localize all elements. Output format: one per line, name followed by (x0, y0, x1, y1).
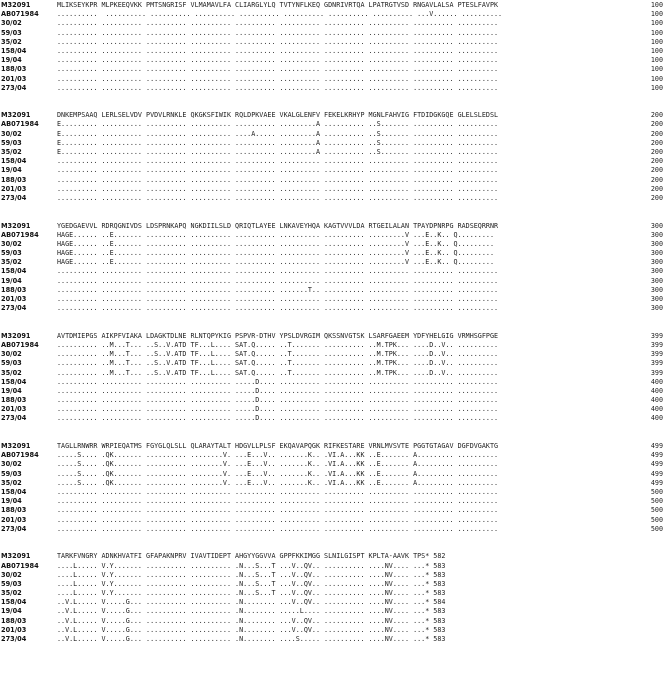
alignment-row (1, 65, 663, 74)
residue-count: 100 (650, 65, 663, 74)
residue-count: 500 (650, 488, 663, 496)
alignment-row (1, 231, 663, 240)
residue-count (649, 598, 663, 607)
sequence-name: 188/03 (1, 616, 27, 625)
sequence-name: 158/04 (1, 488, 27, 496)
sequence-name: 19/04 (1, 56, 22, 65)
sequence-residues: .....S.... .QK....... .......... ........V. ...E...V.. .......K.. .VI.A...KK ..E....... A......... .......... (57, 469, 499, 478)
sequence-name: M32091 (1, 221, 31, 230)
alignment-row (1, 295, 663, 304)
sequence-name: 273/04 (1, 414, 27, 423)
sequence-name: 30/02 (1, 239, 22, 248)
sequence-residues: .......... .......... .......... .......... .......... .......... .......... .......... .......... .......... (57, 46, 499, 55)
sequence-name: 19/04 (1, 497, 22, 506)
alignment-row (1, 552, 663, 561)
alignment-row (1, 10, 663, 19)
sequence-name: 35/02 (1, 37, 22, 46)
sequence-residues: .......... .......... .......... .......... .....D.... .......... .......... .......... .......... .......... (57, 414, 499, 423)
alignment-row (1, 414, 663, 423)
sequence-residues: E......... .......... .......... .......... .......... .........A .......... ..S....... .......... .......... (57, 148, 499, 157)
residue-count (649, 635, 663, 644)
residue-count (649, 626, 663, 635)
sequence-name: 201/03 (1, 625, 27, 634)
sequence-alignment (1, 1, 663, 644)
sequence-name: M32091 (1, 331, 31, 340)
sequence-residues: .......... .......... .......... .......... .......... .......... .......... .......... .......... .......... (57, 74, 499, 83)
alignment-block (1, 442, 663, 534)
residue-count: 500 (650, 497, 663, 506)
alignment-row (1, 157, 663, 166)
alignment-row (1, 442, 663, 451)
alignment-block (1, 222, 663, 314)
sequence-name: AB071984 (1, 230, 39, 239)
sequence-name: AB071984 (1, 10, 39, 19)
residue-count: 100 (650, 83, 663, 92)
sequence-name: 30/02 (1, 19, 22, 28)
sequence-name: 158/04 (1, 267, 27, 276)
sequence-residues: ....L..... V.Y....... .......... .......... .N...S...T ...V..QV.. .......... ....NV.... ...* 583 (57, 589, 446, 598)
residue-count: 499 (650, 451, 663, 460)
sequence-residues: .......... .......... .......... .......... .......... .......... .......... .......... .......... .......... (57, 193, 499, 202)
residue-count: 399 (650, 331, 663, 340)
residue-count (649, 607, 663, 616)
sequence-name: 30/02 (1, 129, 22, 138)
sequence-name: 30/02 (1, 570, 22, 579)
sequence-name: 59/03 (1, 359, 22, 368)
residue-count: 499 (650, 460, 663, 469)
alignment-row (1, 626, 663, 635)
residue-count: 100 (650, 46, 663, 55)
alignment-row (1, 589, 663, 598)
residue-count: 399 (650, 350, 663, 359)
sequence-residues: ..V.L..... V.....G... .......... .......... .N........ ...V..QV.. .......... ....NV.... ...* 583 (57, 625, 446, 634)
sequence-residues: .......... .......... .......... .......... .......... .......... .......... .......... .......... .......... (57, 37, 499, 46)
sequence-name: 59/03 (1, 579, 22, 588)
sequence-residues: .......... .......... .......... .......... .......... .......... .......... .......... .......... .......... (57, 515, 499, 524)
sequence-residues: .......... ..M...T... ..S..V.ATD TF...L.... SAT.Q..... ..T....... .......... ..M.TPK... ....D..V.. .......... (57, 368, 499, 377)
sequence-name: 188/03 (1, 65, 27, 74)
sequence-name: 59/03 (1, 469, 22, 478)
sequence-name: 273/04 (1, 193, 27, 202)
sequence-name: AB071984 (1, 340, 39, 349)
sequence-residues: .......... .......... .......... .......... .......... .......... .......... .......... .......... .......... (57, 497, 499, 506)
residue-count: 200 (650, 193, 663, 202)
alignment-row (1, 607, 663, 616)
residue-count: 100 (650, 37, 663, 46)
residue-count: 400 (650, 386, 663, 395)
residue-count (649, 589, 663, 598)
sequence-name: 188/03 (1, 506, 27, 515)
residue-count: 100 (650, 10, 663, 19)
residue-count: 499 (650, 478, 663, 487)
sequence-residues: .......... .......... .......... .......... .......... .......... .......... .......... .......... .......... (57, 19, 499, 28)
alignment-block (1, 1, 663, 93)
alignment-row (1, 341, 663, 350)
sequence-name: M32091 (1, 1, 31, 9)
sequence-name: M32091 (1, 111, 31, 120)
alignment-row (1, 562, 663, 571)
alignment-row (1, 525, 663, 534)
alignment-row (1, 84, 663, 93)
alignment-row (1, 617, 663, 626)
sequence-name: 273/04 (1, 83, 27, 92)
residue-count: 300 (650, 276, 663, 285)
sequence-residues: .......... .......... .......... .......... .......... .......... .......... .......... .......... .......... (57, 166, 499, 175)
residue-count: 200 (650, 157, 663, 166)
alignment-block (1, 332, 663, 424)
residue-count: 399 (650, 340, 663, 349)
sequence-name: 201/03 (1, 74, 27, 83)
sequence-name: 188/03 (1, 175, 27, 184)
alignment-row (1, 56, 663, 65)
sequence-name: 59/03 (1, 138, 22, 147)
alignment-row (1, 451, 663, 460)
alignment-row (1, 111, 663, 120)
residue-count: 200 (650, 175, 663, 184)
alignment-row (1, 240, 663, 249)
sequence-name: 59/03 (1, 28, 22, 37)
sequence-name: 273/04 (1, 524, 27, 533)
sequence-residues: YGEDGAEVVL RDRQGNIVDS LDSPRNKAPQ NGKDIILSLD QRIQTLAYEE LNKAVEYHQA KAGTVVVLDA RTGEILALAN TPAYDPNRPG RADSEQRRNR (57, 221, 499, 230)
sequence-residues: ....L..... V.Y....... .......... .......... .N...S...T ...V..QV.. .......... ....NV.... ...* 583 (57, 570, 446, 579)
alignment-row (1, 350, 663, 359)
residue-count: 300 (650, 285, 663, 294)
residue-count: 400 (650, 405, 663, 414)
alignment-row (1, 369, 663, 378)
sequence-residues: HAGE...... ..E....... .......... .......... .......... .......... .......... .........V ...E..K.. Q......... (57, 230, 494, 239)
alignment-row (1, 497, 663, 506)
alignment-row (1, 598, 663, 607)
sequence-residues: ..V.L..... V.....G... .......... .......... .N........ ...V..QV.. .......... ....NV.... ...* 584 (57, 598, 446, 607)
sequence-residues: .......... .......... .......... .......... .......... .......... .......... .......... .......... .......... (57, 276, 499, 285)
sequence-name: 158/04 (1, 157, 27, 166)
residue-count: 100 (650, 28, 663, 37)
sequence-name: 59/03 (1, 249, 22, 258)
sequence-residues: .......... .......... .......... .......... .......... .......... .......... .......... .......... .......... (57, 184, 499, 193)
sequence-residues: .......... .......... .......... .......... .......... .......... .......... .......... ...V...... .......... (57, 10, 503, 19)
residue-count: 300 (650, 267, 663, 276)
residue-count: 200 (650, 184, 663, 193)
sequence-residues: ....L..... V.Y....... .......... .......... .N...S...T ...V..QV.. .......... ....NV.... ...* 583 (57, 561, 446, 570)
alignment-row (1, 75, 663, 84)
sequence-residues: .......... .......... .......... .......... .......... .......... .......... .......... .......... .......... (57, 65, 499, 74)
sequence-name: M32091 (1, 442, 31, 451)
sequence-residues: DNKEMPSAAQ LERLSELVDV PVDVLRNKLE QKGKSFIWIK RQLDPKVAEE VKALGLENFV FEKELKRHYP MGNLFAHVIG FTDIDGKGQE GLELSLEDSL (57, 111, 499, 120)
alignment-row (1, 359, 663, 368)
sequence-residues: .......... ..M...T... ..S..V.ATD TF...L.... SAT.Q..... ..T....... .......... ..M.TPK... ....D..V.. .......... (57, 340, 499, 349)
sequence-residues: .......... .......... .......... .......... .....D.... .......... .......... .......... .......... .......... (57, 386, 499, 395)
sequence-name: 188/03 (1, 285, 27, 294)
residue-count: 300 (650, 295, 663, 304)
residue-count (649, 562, 663, 571)
alignment-row (1, 185, 663, 194)
alignment-row (1, 222, 663, 231)
sequence-name: AB071984 (1, 451, 39, 460)
sequence-residues: .......... .......... .......... .......... .......... .......... .......... .......... .......... .......... (57, 304, 499, 313)
alignment-block (1, 111, 663, 203)
sequence-name: 35/02 (1, 589, 22, 598)
residue-count: 200 (650, 120, 663, 129)
alignment-row (1, 1, 663, 10)
residue-count: 300 (650, 304, 663, 313)
sequence-name: 35/02 (1, 148, 22, 157)
residue-count: 500 (650, 524, 663, 533)
residue-count: 399 (650, 359, 663, 368)
alignment-row (1, 516, 663, 525)
sequence-residues: E......... .......... .......... .......... ....A..... .........A .......... ..S....... .......... .......... (57, 129, 499, 138)
sequence-residues: .......... .......... .......... .......... .......... .......... .......... .......... .......... .......... (57, 83, 499, 92)
sequence-residues: TARKFVNGRY ADNKHVATFI GFAPAKNPRV IVAVTIDEPT AHGYYGGVVA GPPFKKIMGG SLNILGISPT KPLTA-AAVK TPS* 582 (57, 552, 446, 561)
alignment-row (1, 267, 663, 276)
alignment-row (1, 249, 663, 258)
sequence-name: 158/04 (1, 377, 27, 386)
alignment-row (1, 470, 663, 479)
sequence-name: 30/02 (1, 350, 22, 359)
sequence-residues: .....S.... .QK....... .......... ........V. ...E...V.. .......K.. .VI.A...KK ..E....... A......... .......... (57, 451, 499, 460)
sequence-residues: .......... .......... .......... .......... .......... .......... .......... .......... .......... .......... (57, 524, 499, 533)
alignment-row (1, 387, 663, 396)
alignment-row (1, 47, 663, 56)
residue-count: 300 (650, 249, 663, 258)
sequence-residues: .......... .......... .......... .......... .......... .......T.. .......... .......... .......... .......... (57, 285, 499, 294)
sequence-name: 158/04 (1, 46, 27, 55)
sequence-residues: HAGE...... ..E....... .......... .......... .......... .......... .......... .........V ...E..K.. Q......... (57, 258, 494, 267)
sequence-residues: ..V.L..... V.....G... .......... .......... .N........ ...V..QV.. .......... ....NV.... ...* 583 (57, 616, 446, 625)
sequence-residues: E......... .......... .......... .......... .......... .........A .......... ..S....... .......... .......... (57, 138, 499, 147)
sequence-residues: .......... .......... .......... .......... .....D.... .......... .......... .......... .......... .......... (57, 396, 499, 405)
residue-count (649, 617, 663, 626)
alignment-row (1, 580, 663, 589)
sequence-residues: .......... .......... .......... .......... .....D.... .......... .......... .......... .......... .......... (57, 377, 499, 386)
residue-count: 499 (650, 469, 663, 478)
alignment-row (1, 166, 663, 175)
sequence-name: 35/02 (1, 368, 22, 377)
sequence-name: 273/04 (1, 304, 27, 313)
residue-count: 300 (650, 230, 663, 239)
residue-count: 200 (650, 148, 663, 157)
sequence-residues: .......... .......... .......... .......... .......... .......... .......... .......... .......... .......... (57, 506, 499, 515)
residue-count: 499 (650, 442, 663, 451)
sequence-name: AB071984 (1, 561, 39, 570)
residue-count: 500 (650, 506, 663, 515)
sequence-residues: .......... ..M...T... ..S..V.ATD TF...L.... SAT.Q..... ..T....... .......... ..M.TPK... ....D..V.. .......... (57, 359, 499, 368)
sequence-residues: .......... .......... .......... .......... .......... .......... .......... .......... .......... .......... (57, 157, 499, 166)
residue-count: 200 (650, 166, 663, 175)
residue-count: 200 (650, 129, 663, 138)
alignment-row (1, 194, 663, 203)
sequence-name: 273/04 (1, 635, 27, 644)
sequence-name: 158/04 (1, 598, 27, 607)
sequence-residues: .......... ..M...T... ..S..V.ATD TF...L.... SAT.Q..... ..T....... .......... ..M.TPK... ....D..V.. .......... (57, 350, 499, 359)
residue-count (649, 552, 663, 561)
sequence-residues: MLIKSEYKPR MLPKEEQVKK PMTSNGRISF VLMAMAVLFA CLIARGLYLQ TVTYNFLKEQ GDNRIVRTQA LPATRGTVSD RNGAVLALSA PTESLFAVPK (57, 1, 499, 9)
alignment-row (1, 635, 663, 644)
residue-count (649, 580, 663, 589)
sequence-name: 19/04 (1, 607, 22, 616)
sequence-name: 35/02 (1, 478, 22, 487)
sequence-residues: .....S.... .QK....... .......... ........V. ...E...V.. .......K.. .VI.A...KK ..E....... A......... .......... (57, 460, 499, 469)
alignment-row (1, 258, 663, 267)
residue-count: 300 (650, 239, 663, 248)
alignment-row (1, 29, 663, 38)
alignment-row (1, 38, 663, 47)
residue-count: 100 (650, 19, 663, 28)
residue-count: 100 (650, 1, 663, 9)
alignment-row (1, 148, 663, 157)
alignment-row (1, 506, 663, 515)
sequence-residues: ..V.L..... V.....G... .......... .......... .N........ ....S..... .......... ....NV.... ...* 583 (57, 635, 446, 644)
residue-count: 100 (650, 56, 663, 65)
sequence-name: 201/03 (1, 515, 27, 524)
residue-count (649, 571, 663, 580)
residue-count: 300 (650, 258, 663, 267)
sequence-name: M32091 (1, 552, 31, 561)
residue-count: 500 (650, 515, 663, 524)
alignment-row (1, 405, 663, 414)
sequence-residues: TAGLLRNWRR WRPIEQATMS FGYGLQLSLL QLARAYTALT HDGVLLPLSF EKQAVAPQGK RIFKESTARE VRNLMVSVTE PGGTGTAGAV DGFDVGAKTG (57, 442, 499, 451)
alignment-row (1, 176, 663, 185)
sequence-residues: .......... .......... .......... .......... .....D.... .......... .......... .......... .......... .......... (57, 405, 499, 414)
residue-count: 399 (650, 368, 663, 377)
sequence-residues: HAGE...... ..E....... .......... .......... .......... .......... .......... .........V ...E..K.. Q......... (57, 239, 494, 248)
alignment-row (1, 19, 663, 28)
alignment-row (1, 378, 663, 387)
sequence-residues: .......... .......... .......... .......... .......... .......... .......... .......... .......... .......... (57, 267, 499, 276)
sequence-name: 201/03 (1, 184, 27, 193)
residue-count: 400 (650, 414, 663, 423)
sequence-residues: ..V.L..... V.....G... .......... .......... .N........ .....L.... .......... ....NV.... ...* 583 (57, 607, 446, 616)
sequence-name: 201/03 (1, 405, 27, 414)
sequence-residues: .......... .......... .......... .......... .......... .......... .......... .......... .......... .......... (57, 28, 499, 37)
sequence-residues: .......... .......... .......... .......... .......... .......... .......... .......... .......... .......... (57, 488, 499, 496)
alignment-row (1, 120, 663, 129)
alignment-row (1, 571, 663, 580)
alignment-row (1, 277, 663, 286)
alignment-row (1, 460, 663, 469)
sequence-residues: .......... .......... .......... .......... .......... .......... .......... .......... .......... .......... (57, 175, 499, 184)
alignment-row (1, 396, 663, 405)
sequence-residues: AVTDMIEPGS AIKPFVIAKA LDAGKTDLNE RLNTQPYKIG PSPVR-DTHV YPSLDVRGIM QKSSNVGTSK LSARFGAEEM YDFYHELGIG VRMHSGFPGE (57, 331, 499, 340)
sequence-residues: E......... .......... .......... .......... .......... .........A .......... ..S....... .......... .......... (57, 120, 499, 129)
alignment-row (1, 286, 663, 295)
residue-count: 100 (650, 74, 663, 83)
sequence-residues: ....L..... V.Y....... .......... .......... .N...S...T ...V..QV.. .......... ....NV.... ...* 583 (57, 579, 446, 588)
sequence-name: AB071984 (1, 120, 39, 129)
sequence-name: 19/04 (1, 276, 22, 285)
sequence-name: 19/04 (1, 386, 22, 395)
alignment-row (1, 139, 663, 148)
residue-count: 200 (650, 111, 663, 120)
alignment-row (1, 332, 663, 341)
sequence-name: 19/04 (1, 166, 22, 175)
sequence-name: 201/03 (1, 295, 27, 304)
sequence-residues: .......... .......... .......... .......... .......... .......... .......... .......... .......... .......... (57, 295, 499, 304)
alignment-row (1, 479, 663, 488)
sequence-name: 188/03 (1, 396, 27, 405)
residue-count: 200 (650, 138, 663, 147)
alignment-row (1, 130, 663, 139)
alignment-block (1, 552, 663, 644)
sequence-name: 35/02 (1, 258, 22, 267)
residue-count: 400 (650, 377, 663, 386)
sequence-residues: HAGE...... ..E....... .......... .......... .......... .......... .......... .........V ...E..K.. Q......... (57, 249, 494, 258)
residue-count: 300 (650, 221, 663, 230)
alignment-row (1, 488, 663, 497)
sequence-residues: .....S.... .QK....... .......... ........V. ...E...V.. .......K.. .VI.A...KK ..E....... A......... .......... (57, 478, 499, 487)
sequence-name: 30/02 (1, 460, 22, 469)
residue-count: 400 (650, 396, 663, 405)
alignment-row (1, 304, 663, 313)
sequence-residues: .......... .......... .......... .......... .......... .......... .......... .......... .......... .......... (57, 56, 499, 65)
